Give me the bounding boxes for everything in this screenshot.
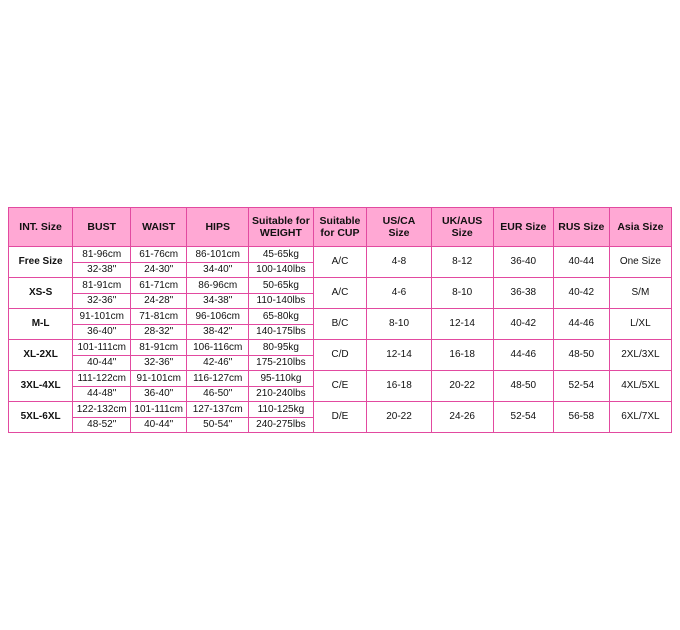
value-in: 24-30"	[144, 264, 174, 275]
value-cm: 71-81cm	[131, 309, 186, 325]
value-in: 34-40"	[203, 264, 233, 275]
cell-bust	[73, 371, 131, 402]
value-cm: 111-122cm	[73, 371, 130, 387]
cell-asia: 2XL/3XL	[609, 340, 671, 371]
cell-hips	[187, 371, 249, 402]
value-cm: 91-101cm	[131, 371, 186, 387]
cell-rus: 40-44	[553, 247, 609, 278]
header-line: for CUP	[320, 227, 360, 239]
value-in: 42-46"	[203, 357, 233, 368]
cell-uk-aus: 12-14	[431, 309, 493, 340]
column-header-bust	[73, 208, 131, 247]
value-cm: 106-116cm	[187, 340, 248, 356]
value-kg: 65-80kg	[249, 309, 312, 325]
cell-rus: 52-54	[553, 371, 609, 402]
cell-waist	[131, 340, 187, 371]
header-line: WAIST	[142, 220, 176, 233]
cell-bust	[73, 402, 131, 433]
value-cm: 101-111cm	[131, 402, 186, 418]
cell-bust	[73, 247, 131, 278]
cell-hips	[187, 402, 249, 433]
cell-eur: 52-54	[493, 402, 553, 433]
value-kg: 80-95kg	[249, 340, 312, 356]
value-cm: 101-111cm	[73, 340, 130, 356]
cell-bust	[73, 340, 131, 371]
cell-uk-aus: 16-18	[431, 340, 493, 371]
cell-waist	[131, 278, 187, 309]
cell-us-ca: 16-18	[367, 371, 431, 402]
cell-rus: 44-46	[553, 309, 609, 340]
cell-rus: 48-50	[553, 340, 609, 371]
column-header-asia	[609, 208, 671, 247]
cell-waist	[131, 371, 187, 402]
cell-bust	[73, 309, 131, 340]
value-cm: 81-91cm	[131, 340, 186, 356]
cell-cup: A/C	[313, 278, 367, 309]
column-header-int-size	[9, 208, 73, 247]
cell-us-ca: 4-8	[367, 247, 431, 278]
cell-rus: 56-58	[553, 402, 609, 433]
cell-us-ca: 8-10	[367, 309, 431, 340]
value-cm: 116-127cm	[187, 371, 248, 387]
cell-us-ca: 12-14	[367, 340, 431, 371]
value-lbs: 140-175lbs	[256, 326, 306, 337]
value-lbs: 240-275lbs	[256, 419, 306, 430]
cell-weight	[249, 371, 313, 402]
value-in: 32-36"	[87, 295, 117, 306]
cell-cup: D/E	[313, 402, 367, 433]
column-header-uk-aus	[431, 208, 493, 247]
cell-hips	[187, 340, 249, 371]
value-lbs: 100-140lbs	[256, 264, 306, 275]
cell-us-ca: 20-22	[367, 402, 431, 433]
value-in: 24-28"	[144, 295, 174, 306]
cell-eur: 44-46	[493, 340, 553, 371]
value-in: 50-54"	[203, 419, 233, 430]
cell-uk-aus: 20-22	[431, 371, 493, 402]
column-header-hips	[187, 208, 249, 247]
cell-rus: 40-42	[553, 278, 609, 309]
value-cm: 122-132cm	[73, 402, 130, 418]
value-in: 36-40"	[87, 326, 117, 337]
value-cm: 96-106cm	[187, 309, 248, 325]
value-cm: 81-96cm	[73, 247, 130, 263]
cell-bust	[73, 278, 131, 309]
cell-hips	[187, 247, 249, 278]
header-line: Suitable	[319, 214, 361, 227]
cell-waist	[131, 247, 187, 278]
cell-waist	[131, 402, 187, 433]
cell-us-ca: 4-6	[367, 278, 431, 309]
cell-uk-aus: 8-12	[431, 247, 493, 278]
cell-asia: S/M	[609, 278, 671, 309]
value-kg: 45-65kg	[249, 247, 312, 263]
value-lbs: 210-240lbs	[256, 388, 306, 399]
cell-int-size: Free Size	[9, 247, 73, 278]
cell-int-size: 3XL-4XL	[9, 371, 73, 402]
cell-int-size: XL-2XL	[9, 340, 73, 371]
header-line: HIPS	[205, 220, 230, 233]
table-row	[9, 402, 672, 433]
table-row	[9, 371, 672, 402]
cell-eur: 36-38	[493, 278, 553, 309]
value-in: 32-38"	[87, 264, 117, 275]
cell-waist	[131, 309, 187, 340]
cell-hips	[187, 309, 249, 340]
header-line: WEIGHT	[259, 227, 302, 239]
table-header-row	[9, 208, 672, 247]
cell-weight	[249, 247, 313, 278]
header-line: Asia Size	[617, 220, 664, 233]
value-cm: 61-71cm	[131, 278, 186, 294]
cell-weight	[249, 278, 313, 309]
column-header-eur	[493, 208, 553, 247]
value-cm: 86-101cm	[187, 247, 248, 263]
cell-asia: One Size	[609, 247, 671, 278]
cell-eur: 48-50	[493, 371, 553, 402]
value-in: 46-50"	[203, 388, 233, 399]
header-line: RUS Size	[558, 220, 605, 233]
value-kg: 95-110kg	[249, 371, 312, 387]
value-in: 48-52"	[87, 419, 117, 430]
header-line: BUST	[87, 220, 117, 233]
column-header-us-ca	[367, 208, 431, 247]
header-line: US/CA	[382, 214, 416, 227]
cell-weight	[249, 309, 313, 340]
size-chart-container	[8, 207, 672, 433]
value-in: 28-32"	[144, 326, 174, 337]
cell-weight	[249, 402, 313, 433]
value-cm: 61-76cm	[131, 247, 186, 263]
value-in: 44-48"	[87, 388, 117, 399]
table-row	[9, 309, 672, 340]
value-cm: 81-91cm	[73, 278, 130, 294]
value-kg: 50-65kg	[249, 278, 312, 294]
cell-int-size: 5XL-6XL	[9, 402, 73, 433]
cell-asia: L/XL	[609, 309, 671, 340]
value-lbs: 175-210lbs	[256, 357, 306, 368]
cell-cup: C/E	[313, 371, 367, 402]
header-line: Suitable for	[252, 214, 310, 227]
value-cm: 127-137cm	[187, 402, 248, 418]
cell-hips	[187, 278, 249, 309]
value-cm: 91-101cm	[73, 309, 130, 325]
cell-asia: 6XL/7XL	[609, 402, 671, 433]
value-in: 40-44"	[144, 419, 174, 430]
cell-cup: B/C	[313, 309, 367, 340]
header-line: EUR Size	[500, 220, 547, 233]
cell-int-size: XS-S	[9, 278, 73, 309]
header-line: INT. Size	[19, 220, 62, 233]
column-header-weight	[249, 208, 313, 247]
cell-asia: 4XL/5XL	[609, 371, 671, 402]
table-row	[9, 278, 672, 309]
value-in: 34-38"	[203, 295, 233, 306]
cell-int-size: M-L	[9, 309, 73, 340]
cell-eur: 40-42	[493, 309, 553, 340]
column-header-cup	[313, 208, 367, 247]
value-lbs: 110-140lbs	[256, 295, 306, 306]
cell-cup: A/C	[313, 247, 367, 278]
value-in: 36-40"	[144, 388, 174, 399]
value-kg: 110-125kg	[249, 402, 312, 418]
table-row	[9, 340, 672, 371]
header-line: Size	[451, 227, 473, 239]
header-line: Size	[388, 227, 410, 239]
size-conversion-table	[8, 207, 672, 433]
cell-uk-aus: 8-10	[431, 278, 493, 309]
value-in: 38-42"	[203, 326, 233, 337]
cell-cup: C/D	[313, 340, 367, 371]
column-header-rus	[553, 208, 609, 247]
cell-eur: 36-40	[493, 247, 553, 278]
table-row	[9, 247, 672, 278]
value-cm: 86-96cm	[187, 278, 248, 294]
column-header-waist	[131, 208, 187, 247]
header-line: UK/AUS	[442, 214, 483, 227]
value-in: 40-44"	[87, 357, 117, 368]
cell-weight	[249, 340, 313, 371]
value-in: 32-36"	[144, 357, 174, 368]
cell-uk-aus: 24-26	[431, 402, 493, 433]
